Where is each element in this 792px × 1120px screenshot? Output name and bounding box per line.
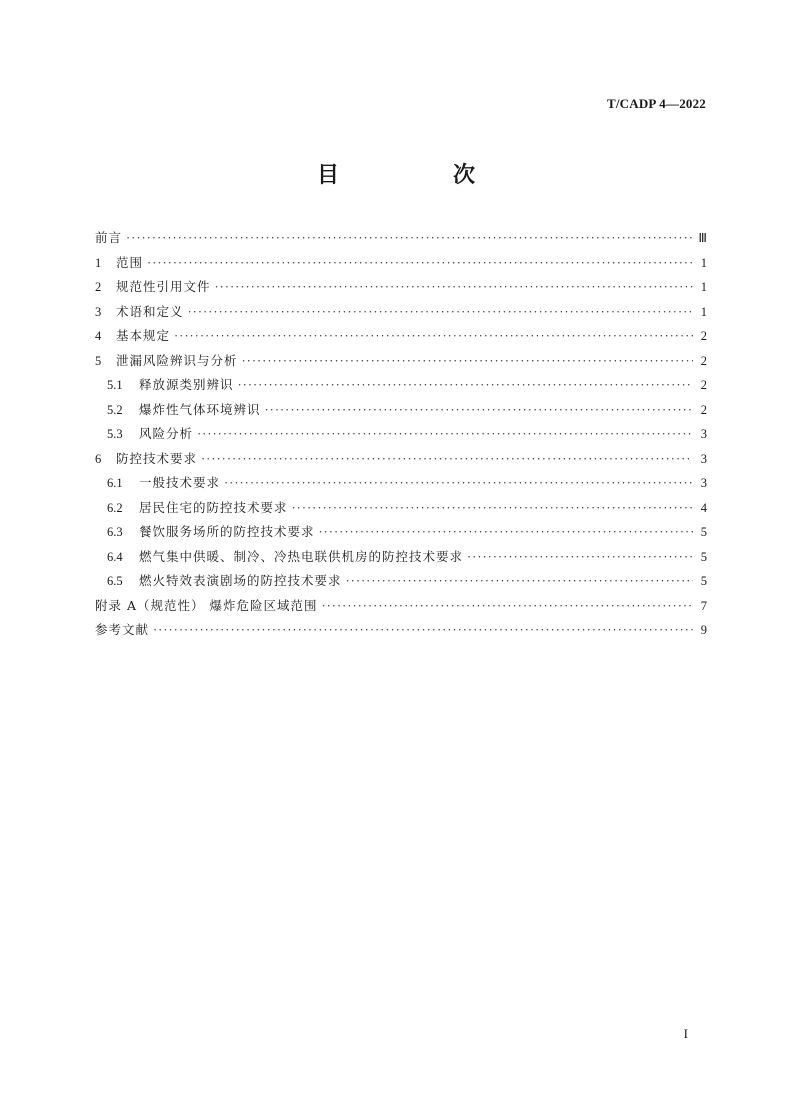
- dot-leader: [197, 427, 693, 442]
- dot-leader: [321, 599, 693, 614]
- toc-entry-5[interactable]: [95, 351, 707, 376]
- toc-entry-appendix-a[interactable]: [95, 596, 707, 621]
- toc-entry-references[interactable]: [95, 620, 707, 645]
- toc-entry-page: 5: [700, 574, 707, 588]
- toc-entry-label: 风险分析: [139, 426, 194, 441]
- toc-entry-label: 术语和定义: [116, 303, 184, 319]
- toc-entry-6-1[interactable]: [95, 473, 707, 498]
- toc-entry-6-4[interactable]: [95, 547, 707, 572]
- toc-entry-label: 范围: [116, 254, 144, 270]
- toc-entry-label: 规范性引用文件: [116, 279, 211, 294]
- page-number: I: [683, 1026, 688, 1041]
- toc-entry-page: 3: [700, 451, 707, 466]
- toc-entry-label: 燃火特效表演剧场的防控技术要求: [139, 573, 342, 588]
- toc-entry-label: 防控技术要求: [116, 450, 198, 466]
- toc-entry-label: 参考文献: [95, 622, 150, 637]
- toc-entry-4[interactable]: [95, 326, 707, 351]
- toc-entry-page: 2: [700, 402, 707, 417]
- dot-leader: [126, 231, 693, 246]
- toc-entry-6-5[interactable]: [95, 571, 707, 596]
- toc-entry-number: 6.5: [107, 574, 123, 588]
- dot-leader: [224, 476, 693, 491]
- toc-entry-page: 1: [700, 280, 707, 294]
- toc-entry-label: 爆炸性气体环境辨识: [139, 401, 261, 417]
- toc-entry-1[interactable]: [95, 253, 707, 278]
- toc-entry-number: 5.3: [107, 427, 123, 441]
- toc-entry-number: 6: [95, 451, 102, 466]
- toc-entry-number: 4: [95, 329, 102, 343]
- dot-leader: [188, 305, 693, 320]
- toc-entry-3[interactable]: [95, 302, 707, 327]
- toc-entry-number: 2: [95, 280, 102, 294]
- dot-leader: [467, 550, 693, 565]
- toc-entry-page: Ⅲ: [698, 231, 707, 245]
- dot-leader: [265, 403, 693, 418]
- toc-entry-preface[interactable]: [95, 228, 707, 253]
- toc-title: 目 次: [316, 163, 521, 188]
- dot-leader: [147, 256, 693, 271]
- toc-entry-label: 一般技术要求: [139, 475, 221, 490]
- dot-leader: [201, 452, 693, 467]
- toc-entry-page: 3: [700, 476, 707, 490]
- toc-entry-number: 3: [95, 304, 102, 319]
- toc-entry-5-1[interactable]: [95, 375, 707, 400]
- dot-leader: [292, 501, 693, 516]
- toc-entry-page: 1: [700, 255, 707, 270]
- toc-entry-page: 5: [700, 525, 707, 539]
- toc-entry-page: 9: [700, 623, 707, 637]
- document-code: T/CADP 4—2022: [606, 96, 706, 111]
- toc-entry-6[interactable]: [95, 449, 707, 474]
- toc-entry-label: 释放源类别辨识: [139, 377, 234, 392]
- dot-leader: [215, 280, 693, 295]
- toc-entry-6-3[interactable]: [95, 522, 707, 547]
- dot-leader: [238, 378, 693, 393]
- toc-entry-number: 5.2: [107, 402, 123, 417]
- toc-entry-page: 7: [700, 598, 707, 613]
- toc-entry-page: 1: [700, 304, 707, 319]
- dot-leader: [242, 354, 693, 369]
- dot-leader: [346, 574, 693, 589]
- toc-entry-5-3[interactable]: [95, 424, 707, 449]
- dot-leader: [319, 525, 693, 540]
- toc-entry-5-2[interactable]: [95, 400, 707, 425]
- toc-entry-label: 泄漏风险辨识与分析: [116, 352, 238, 368]
- toc-entry-number: 5.1: [107, 378, 123, 392]
- toc-entry-label: 餐饮服务场所的防控技术要求: [139, 524, 315, 539]
- table-of-contents: [95, 228, 707, 645]
- dot-leader: [153, 623, 693, 638]
- toc-entry-2[interactable]: [95, 277, 707, 302]
- toc-entry-number: 6.4: [107, 549, 123, 564]
- toc-entry-page: 5: [700, 549, 707, 564]
- toc-entry-label: 基本规定: [116, 328, 171, 343]
- toc-entry-page: 3: [700, 427, 707, 441]
- dot-leader: [174, 329, 693, 344]
- toc-entry-number: 6.1: [107, 476, 123, 490]
- toc-entry-label: 前言: [95, 230, 123, 245]
- toc-entry-label: 燃气集中供暖、制冷、冷热电联供机房的防控技术要求: [139, 548, 464, 564]
- toc-entry-number: 1: [95, 255, 102, 270]
- toc-entry-label: 居民住宅的防控技术要求: [139, 499, 288, 515]
- toc-entry-number: 6.2: [107, 500, 123, 515]
- toc-entry-number: 6.3: [107, 525, 123, 539]
- toc-entry-page: 4: [700, 500, 707, 515]
- toc-entry-label: 附录 A（规范性） 爆炸危险区域范围: [95, 597, 318, 613]
- toc-entry-number: 5: [95, 353, 102, 368]
- toc-entry-6-2[interactable]: [95, 498, 707, 523]
- toc-entry-page: 2: [700, 378, 707, 392]
- toc-entry-page: 2: [700, 353, 707, 368]
- toc-entry-page: 2: [700, 329, 707, 343]
